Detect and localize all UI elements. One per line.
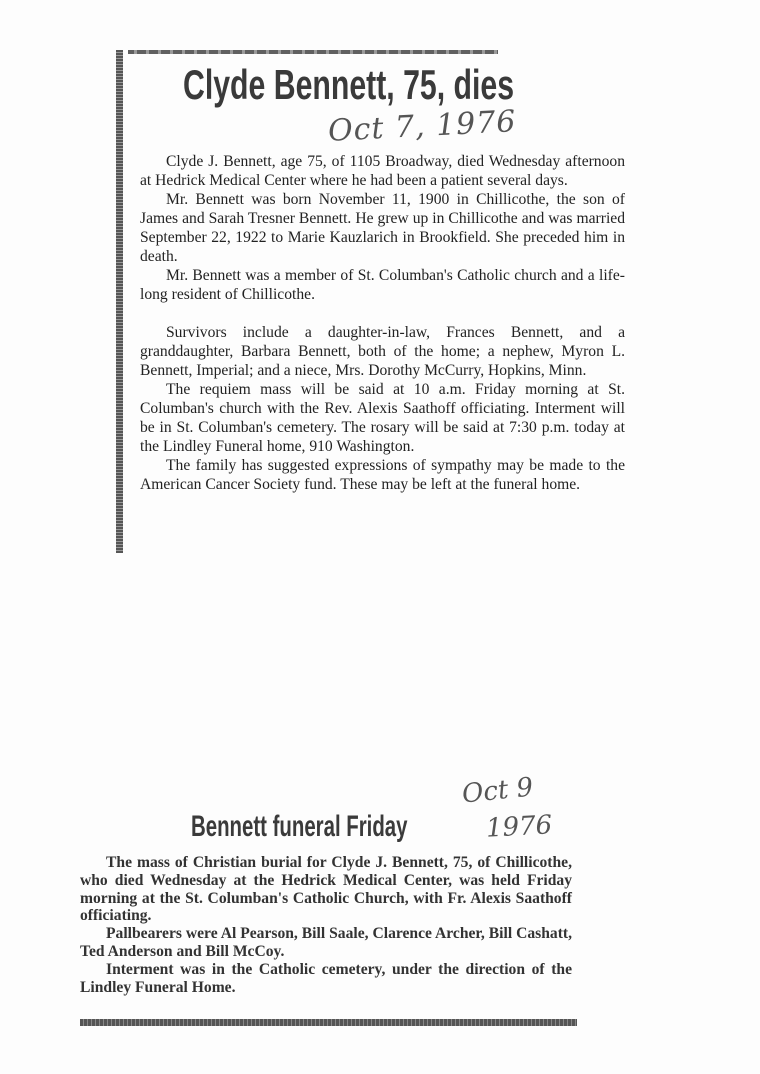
paragraph: Mr. Bennett was a member of St. Columban's Catholic church and a life-long resident of Chillicothe. [140,267,625,303]
funeral-body [80,854,572,996]
paragraph: The requiem mass will be said at 10 a.m. Friday morning at St. Columban's church with the Rev. Alexis Saathoff officiating. Interment will be in St. Columban's cemetery. The rosary will be said at 7:30 p.m. today at the Lindley Funeral home, 910 Washington. [140,381,625,455]
funeral-headline: Bennett funeral Friday [191,810,408,843]
paragraph: Clyde J. Bennett, age 75, of 1105 Broadway, died Wednesday afternoon at Hedrick Medical Center where he had been a patient several days. [140,153,625,189]
clipping-top-border [128,50,498,54]
handwritten-date-line2: 1976 [485,810,553,844]
handwritten-date-line1: Oct 9 [460,772,535,810]
paragraph: Pallbearers were Al Pearson, Bill Saale, Clarence Archer, Bill Cashatt, Ted Anderson and Bill McCoy. [80,925,572,960]
clipping-bottom-border [80,1019,577,1026]
paragraph: The family has suggested expressions of sympathy may be made to the American Cancer Society fund. These may be left at the funeral home. [140,457,625,493]
paragraph: Mr. Bennett was born November 11, 1900 in Chillicothe, the son of James and Sarah Tresner Bennett. He grew up in Chillicothe and was married September 22, 1922 to Marie Kauzlarich in Brookfield. She preceded him in death. [140,191,625,265]
obituary-headline: Clyde Bennett, 75, dies [183,61,515,108]
paragraph: Survivors include a daughter-in-law, Frances Bennett, and a granddaughter, Barbara Bennett, both of the home; a nephew, Myron L. Bennett, Imperial; and a niece, Mrs. Dorothy McCurry, Hopkins, Minn. [140,324,625,379]
obituary-body [140,152,625,494]
handwritten-date: Oct 7, 1976 [327,104,518,149]
paragraph: The mass of Christian burial for Clyde J. Bennett, 75, of Chillicothe, who died Wednesday at the Hedrick Medical Center, was held Friday morning at the St. Columban's Catholic Church, with Fr. Alexis Saathoff officiating. [80,854,572,925]
clipping-left-border [116,50,123,553]
paragraph: Interment was in the Catholic cemetery, under the direction of the Lindley Funeral Home. [80,960,572,996]
